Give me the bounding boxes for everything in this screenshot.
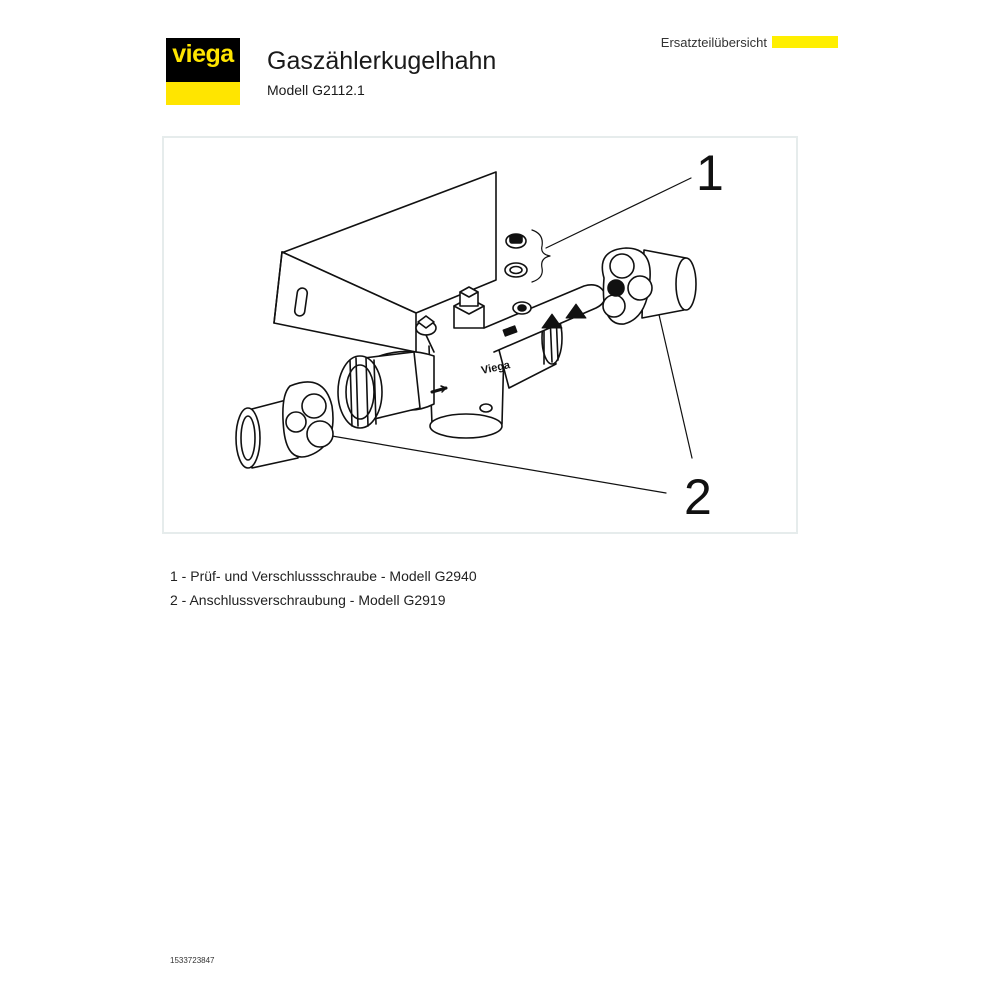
right-union-nut: [602, 248, 696, 324]
parts-list-item-1: 1 - Prüf- und Verschlussschraube - Modell G2940: [170, 568, 477, 584]
valve-body-marking: Viega: [480, 359, 512, 377]
callout-2: 2: [684, 469, 712, 525]
document-type-highlight-bar: [772, 36, 838, 48]
left-threaded-connector: [338, 352, 420, 428]
page-title: Gaszählerkugelhahn: [267, 47, 497, 75]
logo-text: viega: [172, 40, 234, 68]
parts-list: [170, 566, 477, 614]
document-number: 1533723847: [170, 956, 215, 965]
exploded-view-figure: [162, 136, 798, 534]
test-closing-screw: [505, 234, 527, 277]
document-type-label: Ersatzteilübersicht: [660, 35, 767, 50]
logo-yellow-block: [166, 82, 240, 105]
viega-logo: [166, 38, 240, 105]
left-union-nut: [236, 382, 333, 468]
parts-list-item-2: 2 - Anschlussverschraubung - Modell G2919: [170, 592, 446, 608]
callout-1: 1: [696, 145, 724, 201]
model-subtitle: Modell G2112.1: [267, 82, 365, 98]
